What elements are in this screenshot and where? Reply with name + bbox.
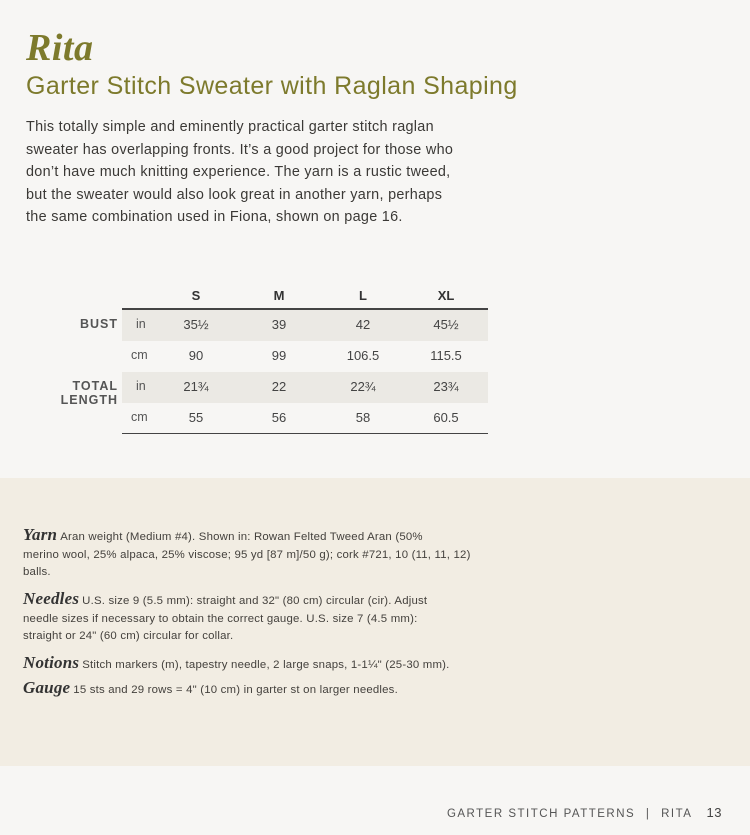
notions-section: [23, 654, 503, 675]
row-label-bust: BUST: [79, 317, 118, 331]
size-header-xl: XL: [437, 288, 455, 303]
table-cell: 22¾: [350, 379, 376, 394]
table-cell: 60.5: [433, 410, 459, 425]
intro-line: the same combination used in Fiona, shown on page 16.: [26, 209, 403, 225]
size-table: [0, 283, 750, 438]
table-cell: 56: [271, 410, 287, 425]
table-cell: 90: [188, 348, 204, 363]
intro-line: don’t have much knitting experience. The yarn is a rustic tweed,: [26, 164, 451, 180]
materials-panel: [0, 478, 750, 766]
row-label-total-length: TOTAL LENGTH: [60, 379, 118, 407]
yarn-section: [23, 526, 503, 582]
needles-text: U.S. size 9 (5.5 mm): straight and 32" (80 cm) circular (cir). Adjust: [82, 595, 428, 607]
yarn-heading: Yarn: [23, 525, 58, 544]
unit-label: in: [136, 379, 146, 393]
table-cell: 35½: [183, 317, 209, 332]
footer-pattern: RITA: [661, 808, 692, 820]
needles-section: [23, 590, 503, 646]
notions-text: Stitch markers (m), tapestry needle, 2 large snaps, 1-1¼" (25-30 mm).: [82, 659, 450, 671]
page-number: 13: [706, 805, 722, 820]
yarn-text: merino wool, 25% alpaca, 25% viscose; 95 yd [87 m]/50 g); cork #721, 10 (11, 11, 12): [23, 548, 471, 561]
pattern-title: Rita: [26, 27, 94, 69]
footer-separator: |: [645, 808, 651, 820]
intro-paragraph: [26, 116, 506, 229]
table-cell: 58: [355, 410, 371, 425]
table-cell: 99: [271, 348, 287, 363]
size-header-l: L: [359, 288, 367, 303]
table-cell: 21¾: [183, 379, 209, 394]
table-cell: 23¾: [433, 379, 459, 394]
table-bottom-rule: [122, 433, 488, 434]
needles-heading: Needles: [23, 589, 80, 608]
pattern-subtitle: Garter Stitch Sweater with Raglan Shaping: [26, 72, 518, 100]
footer-section: GARTER STITCH PATTERNS: [446, 808, 636, 820]
unit-label: cm: [131, 410, 148, 424]
gauge-section: [23, 679, 503, 700]
table-cell: 39: [271, 317, 287, 332]
size-header-m: M: [273, 288, 285, 303]
unit-label: in: [136, 317, 146, 331]
table-cell: 45½: [433, 317, 459, 332]
needles-text: needle sizes if necessary to obtain the correct gauge. U.S. size 7 (4.5 mm):: [23, 612, 418, 625]
unit-label: cm: [131, 348, 148, 362]
running-footer: [447, 805, 722, 820]
yarn-text: balls.: [23, 566, 51, 578]
table-cell: 22: [271, 379, 287, 394]
intro-line: This totally simple and eminently practical garter stitch raglan: [26, 119, 434, 135]
yarn-text: Aran weight (Medium #4). Shown in: Rowan Felted Tweed Aran (50%: [60, 531, 423, 543]
table-cell: 55: [188, 410, 204, 425]
intro-line: sweater has overlapping fronts. It’s a good project for those who: [26, 141, 454, 158]
size-header-s: S: [191, 288, 201, 303]
table-cell: 42: [355, 317, 371, 332]
table-cell: 106.5: [346, 348, 380, 363]
needles-text: straight or 24" (60 cm) circular for collar.: [23, 630, 234, 642]
notions-heading: Notions: [23, 653, 80, 672]
table-cell: 115.5: [430, 348, 462, 363]
gauge-text: 15 sts and 29 rows = 4" (10 cm) in garter st on larger needles.: [73, 684, 398, 696]
gauge-heading: Gauge: [23, 678, 71, 697]
intro-line: but the sweater would also look great in another yarn, perhaps: [26, 186, 443, 203]
